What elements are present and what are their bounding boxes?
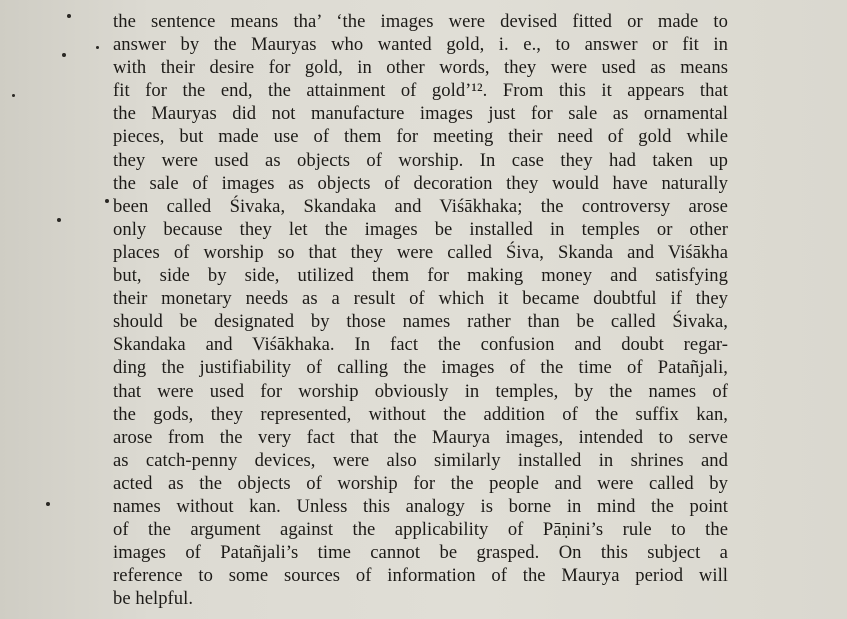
margin-speck bbox=[105, 199, 109, 203]
text-line: reference to some sources of information of the Maurya period will bbox=[113, 565, 728, 587]
text-line: but, side by side, utilized them for making money and satisfying bbox=[113, 265, 728, 287]
text-line: answer by the Mauryas who wanted gold, i. e., to answer or fit in bbox=[113, 34, 728, 56]
text-line: the Mauryas did not manufacture images just for sale as ornamental bbox=[113, 103, 728, 125]
margin-speck bbox=[12, 94, 15, 97]
text-line: arose from the very fact that the Maurya images, intended to serve bbox=[113, 426, 728, 448]
text-line: acted as the objects of worship for the people and were called by bbox=[113, 472, 728, 494]
text-line: with their desire for gold, in other words, they were used as means bbox=[113, 57, 728, 79]
text-line: the sale of images as objects of decoration they would have naturally bbox=[113, 172, 728, 194]
body-paragraph bbox=[113, 10, 728, 610]
text-line: been called Śivaka, Skandaka and Viśākhaka; the controversy arose bbox=[113, 195, 728, 217]
text-line: should be designated by those names rather than be called Śivaka, bbox=[113, 311, 728, 333]
text-line: the sentence means tha’ ‘the images were devised fitted or made to bbox=[113, 11, 728, 32]
margin-speck bbox=[46, 502, 50, 506]
text-line: they were used as objects of worship. In case they had taken up bbox=[113, 149, 728, 171]
text-line: ding the justifiability of calling the images of the time of Patañjali, bbox=[113, 357, 728, 379]
margin-speck bbox=[57, 218, 61, 222]
text-line: places of worship so that they were called Śiva, Skanda and Viśākha bbox=[113, 241, 728, 263]
text-line: fit for the end, the attainment of gold’¹². From this it appears that bbox=[113, 80, 728, 102]
text-line: names without kan. Unless this analogy is borne in mind the point bbox=[113, 495, 728, 517]
text-line: only because they let the images be installed in temples or other bbox=[113, 218, 728, 240]
text-line: their monetary needs as a result of which it became doubtful if they bbox=[113, 288, 728, 310]
margin-speck bbox=[62, 53, 66, 57]
text-line: pieces, but made use of them for meeting their need of gold while bbox=[113, 126, 728, 148]
margin-speck bbox=[96, 46, 99, 49]
text-line: be helpful. bbox=[113, 588, 194, 610]
margin-speck bbox=[67, 14, 71, 18]
text-line: Skandaka and Viśākhaka. In fact the confusion and doubt regar- bbox=[113, 334, 728, 356]
text-line: the gods, they represented, without the addition of the suffix kan, bbox=[113, 403, 728, 425]
text-line: of the argument against the applicability of Pāṇini’s rule to the bbox=[113, 519, 728, 541]
text-line: that were used for worship obviously in temples, by the names of bbox=[113, 380, 728, 402]
text-line: images of Patañjali’s time cannot be grasped. On this subject a bbox=[113, 542, 728, 564]
text-line: as catch-penny devices, were also similarly installed in shrines and bbox=[113, 449, 728, 471]
